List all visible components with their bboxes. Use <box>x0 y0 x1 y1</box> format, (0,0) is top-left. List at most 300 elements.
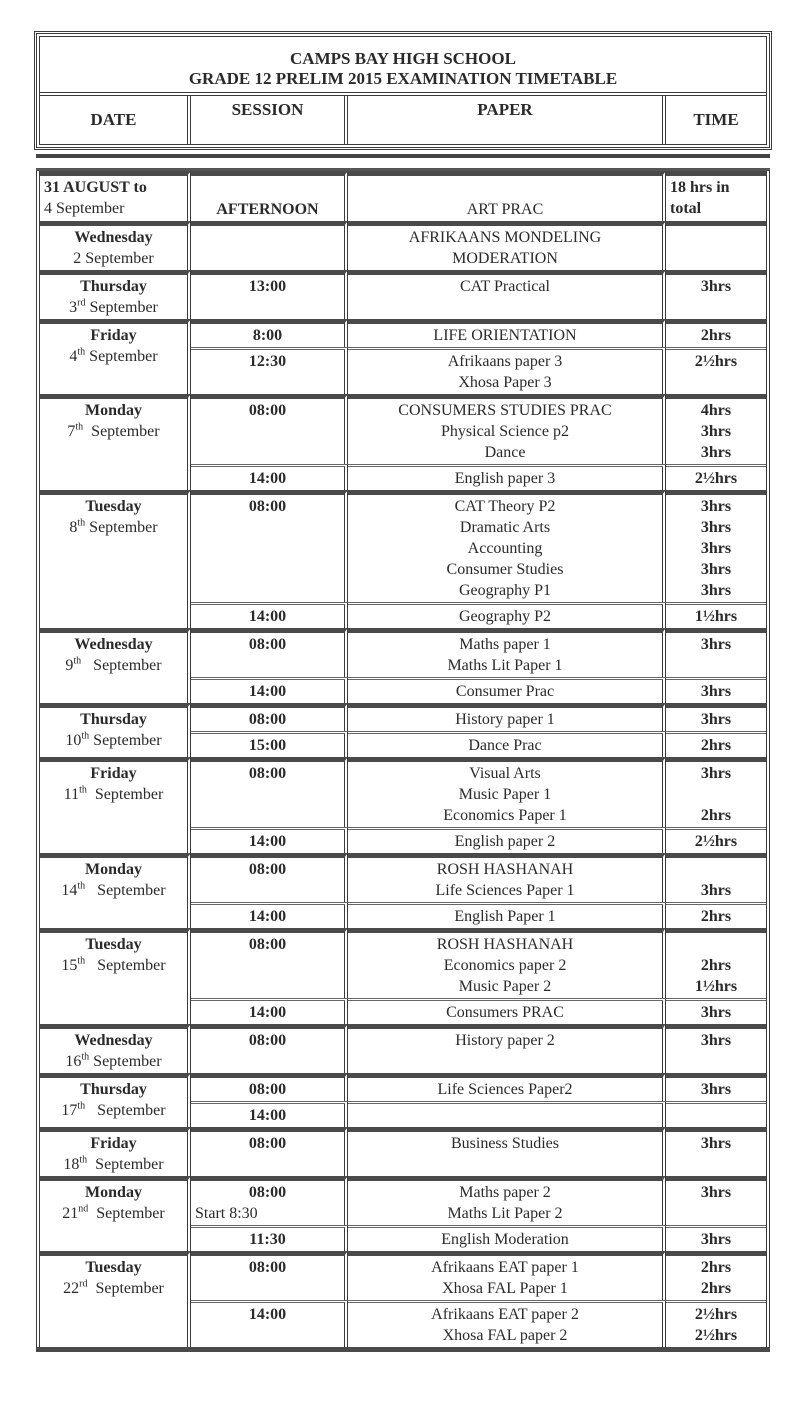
paper-cell <box>348 319 666 347</box>
duration: 3hrs <box>700 540 732 557</box>
date-label <box>44 517 183 538</box>
duration-cell <box>666 347 766 394</box>
duration: 3hrs <box>700 444 732 461</box>
session-time: 14:00 <box>248 833 287 850</box>
date-ordinal: rd <box>77 297 86 309</box>
session-cell <box>191 1073 348 1101</box>
duration-cell <box>666 1101 766 1127</box>
session-time: 14:00 <box>248 1004 287 1021</box>
date-number: 3 <box>69 299 78 316</box>
session-cell <box>191 731 348 757</box>
date-month: September <box>85 519 158 536</box>
date-ordinal: th <box>77 346 86 358</box>
duration: 3hrs <box>700 278 732 295</box>
date-ordinal: th <box>73 655 82 667</box>
date-ordinal: th <box>77 880 86 892</box>
paper-name: Maths Lit Paper 1 <box>447 657 563 674</box>
session-cell <box>191 221 348 270</box>
paper-cell <box>348 1024 666 1073</box>
paper-name: CAT Theory P2 <box>454 498 556 515</box>
session-time: 08:00 <box>248 1184 287 1201</box>
column-header-time: TIME <box>693 110 739 129</box>
duration-cell <box>666 319 766 347</box>
session-time: 15:00 <box>248 737 287 754</box>
paper-name: History paper 2 <box>455 1032 555 1049</box>
weekday: Friday <box>90 1135 137 1152</box>
paper-cell <box>348 902 666 928</box>
session-time: 12:30 <box>248 353 287 370</box>
duration: 2½hrs <box>694 470 738 487</box>
duration: 3hrs <box>700 1135 732 1152</box>
paper-cell <box>348 757 666 827</box>
date-label <box>44 730 183 751</box>
paper-cell <box>348 827 666 853</box>
session-cell <box>191 1024 348 1073</box>
duration: 2hrs <box>700 807 732 824</box>
duration-cell <box>666 171 766 221</box>
paper-name: ROSH HASHANAH <box>436 936 574 953</box>
paper-cell <box>348 602 666 628</box>
date-cell <box>40 1251 191 1347</box>
session-cell <box>191 998 348 1024</box>
paper-cell <box>348 628 666 677</box>
date-number: 9 <box>65 657 74 674</box>
duration: 2hrs <box>700 737 732 754</box>
duration: 3hrs <box>700 683 732 700</box>
session-time: 13:00 <box>248 278 287 295</box>
paper-cell <box>348 998 666 1024</box>
table-row <box>40 628 766 677</box>
session-cell <box>191 490 348 602</box>
paper-cell <box>348 677 666 703</box>
paper-name <box>352 1105 658 1126</box>
duration-cell <box>666 394 766 464</box>
weekday: Thursday <box>80 278 147 295</box>
date-number: 4 <box>69 348 78 365</box>
duration: 2½hrs <box>694 1327 738 1344</box>
weekday: Monday <box>85 1184 142 1201</box>
paper-cell <box>348 394 666 464</box>
table-row <box>40 853 766 902</box>
date-label <box>44 1278 183 1299</box>
duration: 3hrs <box>700 1231 732 1248</box>
date-cell <box>40 319 191 394</box>
date-month: September <box>85 348 158 365</box>
session-time: 08:00 <box>248 1081 287 1098</box>
column-header-date: DATE <box>40 96 191 144</box>
paper-name: English Moderation <box>441 1231 569 1248</box>
date-cell <box>40 171 191 221</box>
session-time: 08:00 <box>248 498 287 515</box>
session-time: 14:00 <box>248 608 287 625</box>
weekday: Monday <box>85 402 142 419</box>
session-cell <box>191 319 348 347</box>
session-cell <box>191 1176 348 1225</box>
date-label <box>44 655 183 676</box>
session-cell <box>191 1127 348 1176</box>
weekday: Thursday <box>80 711 147 728</box>
paper-name: Maths paper 2 <box>459 1184 551 1201</box>
date-label <box>44 198 183 219</box>
paper-cell <box>348 1176 666 1225</box>
duration-cell <box>666 628 766 677</box>
weekday: Friday <box>90 327 137 344</box>
duration-cell <box>666 1176 766 1225</box>
duration: 2½hrs <box>694 1306 738 1323</box>
table-row <box>40 1024 766 1073</box>
date-ordinal: th <box>79 784 87 796</box>
paper-cell <box>348 1225 666 1251</box>
table-row <box>40 1073 766 1101</box>
session-cell <box>191 757 348 827</box>
date-number: 8 <box>69 519 78 536</box>
date-cell <box>40 490 191 628</box>
duration <box>670 372 762 393</box>
paper-name: Xhosa FAL paper 2 <box>442 1327 568 1344</box>
table-row <box>40 1127 766 1176</box>
paper-name: Consumer Studies <box>446 561 564 578</box>
duration-cell <box>666 221 766 270</box>
session-time: 14:00 <box>248 1306 287 1323</box>
date-label <box>44 784 183 805</box>
paper-cell <box>348 490 666 602</box>
weekday: Wednesday <box>74 1032 153 1049</box>
date-label <box>44 1051 183 1072</box>
date-cell <box>40 757 191 853</box>
duration: 3hrs <box>700 1004 732 1021</box>
duration: 3hrs <box>700 711 732 728</box>
paper-name: Afrikaans EAT paper 1 <box>431 1259 579 1276</box>
date-ordinal: th <box>77 955 86 967</box>
session-time: 14:00 <box>248 1107 287 1124</box>
paper-name: English paper 2 <box>454 833 556 850</box>
date-month: September <box>87 1156 164 1173</box>
duration: 3hrs <box>700 882 732 899</box>
duration: 3hrs <box>700 1081 732 1098</box>
paper-cell <box>348 1073 666 1101</box>
date-number: 11 <box>63 786 80 803</box>
paper-name: Dramatic Arts <box>459 519 551 536</box>
header-separator <box>36 154 770 158</box>
paper-name: Physical Science p2 <box>441 423 569 440</box>
paper-name: Xhosa FAL Paper 1 <box>442 1280 568 1297</box>
paper-name: Dance Prac <box>468 737 542 754</box>
date-month: September <box>85 299 158 316</box>
session-cell <box>191 602 348 628</box>
duration: 3hrs <box>700 423 732 440</box>
date-month: September <box>89 732 162 749</box>
column-headers <box>40 96 766 144</box>
paper-name: Music Paper 2 <box>458 978 552 995</box>
paper-name: English Paper 1 <box>454 908 556 925</box>
date-month: September <box>85 882 166 899</box>
duration-cell <box>666 602 766 628</box>
date-ordinal: th <box>77 517 86 529</box>
date-number: 16 <box>65 1053 82 1070</box>
weekday: 31 AUGUST to <box>44 179 147 196</box>
weekday: Wednesday <box>74 229 153 246</box>
date-cell <box>40 1024 191 1073</box>
session-cell <box>191 394 348 464</box>
date-month: September <box>86 786 164 803</box>
paper-cell <box>348 853 666 902</box>
duration <box>670 859 762 880</box>
date-number: 14 <box>61 882 78 899</box>
session-cell <box>191 1101 348 1127</box>
session-time: 11:30 <box>249 1231 286 1248</box>
weekday: Tuesday <box>85 498 142 515</box>
paper-name: CAT Practical <box>460 278 550 295</box>
duration <box>670 227 762 248</box>
paper-name: Visual Arts <box>469 765 541 782</box>
paper-name: Consumer Prac <box>455 683 555 700</box>
session-time: 08:00 <box>248 1032 287 1049</box>
paper-name: Accounting <box>467 540 543 557</box>
duration: 3hrs <box>700 1032 732 1049</box>
date-month: September <box>81 657 162 674</box>
table-row <box>40 394 766 464</box>
paper-cell <box>348 270 666 319</box>
paper-name: Afrikaans paper 3 <box>447 353 563 370</box>
paper-cell <box>348 1251 666 1300</box>
paper-name: Life Sciences Paper 1 <box>435 882 575 899</box>
session-cell <box>191 270 348 319</box>
date-month: September <box>81 250 154 267</box>
session-time: 08:00 <box>248 402 287 419</box>
duration: 18 hrs in total <box>670 179 730 217</box>
date-label <box>44 880 183 901</box>
date-month: September <box>83 423 160 440</box>
duration-cell <box>666 757 766 827</box>
duration: 2hrs <box>700 1280 732 1297</box>
session-time-note: Start 8:30 <box>195 1205 258 1222</box>
date-number: 7 <box>67 423 76 440</box>
duration-cell <box>666 677 766 703</box>
date-cell <box>40 270 191 319</box>
duration <box>670 1105 762 1126</box>
weekday: Thursday <box>80 1081 147 1098</box>
table-row <box>40 928 766 998</box>
date-month: September <box>88 1205 165 1222</box>
duration <box>670 655 762 676</box>
paper-name: Afrikaans EAT paper 2 <box>431 1306 579 1323</box>
paper-cell <box>348 703 666 731</box>
duration-cell <box>666 827 766 853</box>
duration: 3hrs <box>700 561 732 578</box>
date-label <box>44 421 183 442</box>
timetable-page <box>36 33 770 1352</box>
date-label <box>44 346 183 367</box>
date-cell <box>40 928 191 1024</box>
paper-name: Economics Paper 1 <box>443 807 567 824</box>
school-name: CAMPS BAY HIGH SCHOOL <box>290 49 516 68</box>
paper-name: MODERATION <box>452 250 558 267</box>
duration: 2hrs <box>700 327 732 344</box>
date-month: September <box>89 1053 162 1070</box>
date-month: 4 September <box>44 200 125 217</box>
date-label <box>44 248 183 269</box>
duration: 1½hrs <box>694 608 738 625</box>
timetable <box>36 171 770 1347</box>
paper-name: Dance <box>484 444 526 461</box>
session-cell <box>191 464 348 490</box>
paper-name: Economics paper 2 <box>443 957 567 974</box>
duration-cell <box>666 1024 766 1073</box>
duration-cell <box>666 1073 766 1101</box>
paper-name: Consumers PRAC <box>446 1004 564 1021</box>
duration-cell <box>666 270 766 319</box>
weekday: Friday <box>90 765 137 782</box>
weekday: Tuesday <box>85 1259 142 1276</box>
date-number: 17 <box>61 1102 78 1119</box>
date-cell <box>40 221 191 270</box>
date-ordinal: th <box>81 1051 90 1063</box>
date-cell <box>40 703 191 757</box>
paper-cell <box>348 221 666 270</box>
duration-cell <box>666 902 766 928</box>
table-row <box>40 1176 766 1225</box>
date-ordinal: nd <box>78 1203 89 1215</box>
date-label <box>44 297 183 318</box>
duration-cell <box>666 998 766 1024</box>
duration: 4hrs <box>700 402 732 419</box>
date-month: September <box>87 1280 164 1297</box>
date-label <box>44 1203 183 1224</box>
duration: 3hrs <box>700 519 732 536</box>
session-cell <box>191 1225 348 1251</box>
date-cell <box>40 394 191 490</box>
session-time: 8:00 <box>252 327 283 344</box>
session-cell <box>191 703 348 731</box>
paper-name: ROSH HASHANAH <box>436 861 574 878</box>
table-row <box>40 171 766 221</box>
column-header-session: SESSION <box>191 96 348 144</box>
date-cell <box>40 1176 191 1251</box>
duration-cell <box>666 703 766 731</box>
duration <box>670 1203 762 1224</box>
date-cell <box>40 1127 191 1176</box>
session-cell <box>191 628 348 677</box>
session-cell <box>191 853 348 902</box>
duration: 2hrs <box>700 1259 732 1276</box>
table-row <box>40 270 766 319</box>
session-time: AFTERNOON <box>216 201 319 218</box>
table-row <box>40 319 766 347</box>
session-time: 08:00 <box>248 636 287 653</box>
session-time: 08:00 <box>248 765 287 782</box>
date-cell <box>40 1073 191 1127</box>
date-number: 10 <box>65 732 82 749</box>
duration: 1½hrs <box>694 978 738 995</box>
session-time: 14:00 <box>248 683 287 700</box>
table-row <box>40 1251 766 1300</box>
duration: 3hrs <box>700 582 732 599</box>
duration-cell <box>666 853 766 902</box>
duration: 3hrs <box>700 1184 732 1201</box>
table-row <box>40 221 766 270</box>
date-number: 18 <box>63 1156 80 1173</box>
timetable-header <box>36 33 770 148</box>
session-time: 08:00 <box>248 711 287 728</box>
date-number: 22 <box>63 1280 80 1297</box>
table-row <box>40 757 766 827</box>
paper-name: English paper 3 <box>454 470 556 487</box>
paper-cell <box>348 1101 666 1127</box>
duration <box>670 934 762 955</box>
date-ordinal: th <box>79 1154 88 1166</box>
column-header-paper: PAPER <box>348 96 666 144</box>
duration-cell <box>666 1127 766 1176</box>
timetable-title: GRADE 12 PRELIM 2015 EXAMINATION TIMETABLE <box>188 69 618 88</box>
duration: 2½hrs <box>694 833 738 850</box>
session-cell <box>191 347 348 394</box>
duration: 2½hrs <box>694 353 738 370</box>
table-row <box>40 703 766 731</box>
paper-name: Xhosa Paper 3 <box>458 374 552 391</box>
paper-name: Life Sciences Paper2 <box>437 1081 573 1098</box>
paper-cell <box>348 1300 666 1347</box>
paper-cell <box>348 464 666 490</box>
paper-name: Geography P2 <box>459 608 551 625</box>
paper-name: AFRIKAANS MONDELING <box>408 229 602 246</box>
paper-name: Geography P1 <box>459 582 551 599</box>
paper-cell <box>348 928 666 998</box>
date-ordinal: th <box>81 730 90 742</box>
paper-name: Maths Lit Paper 2 <box>447 1205 563 1222</box>
session-time: 08:00 <box>248 1259 287 1276</box>
duration: 3hrs <box>700 636 732 653</box>
date-month: September <box>85 1102 166 1119</box>
session-cell <box>191 1300 348 1347</box>
date-label <box>44 955 183 976</box>
date-number: 15 <box>61 957 78 974</box>
paper-cell <box>348 731 666 757</box>
weekday: Tuesday <box>85 936 142 953</box>
paper-cell <box>348 1127 666 1176</box>
date-ordinal: rd <box>79 1278 88 1290</box>
duration: 2hrs <box>700 908 732 925</box>
paper-name: ART PRAC <box>466 201 544 218</box>
session-time: 08:00 <box>248 861 287 878</box>
session-time: 08:00 <box>248 1135 287 1152</box>
date-number: 21 <box>62 1205 79 1222</box>
table-row <box>40 490 766 602</box>
duration: 2hrs <box>700 957 732 974</box>
duration-cell <box>666 1251 766 1300</box>
session-cell <box>191 902 348 928</box>
duration-cell <box>666 1300 766 1347</box>
title-block <box>40 37 766 96</box>
duration: 3hrs <box>700 498 732 515</box>
session-cell <box>191 677 348 703</box>
session-time: 14:00 <box>248 470 287 487</box>
table-bottom-border <box>36 1347 770 1352</box>
weekday: Monday <box>85 861 142 878</box>
paper-cell <box>348 171 666 221</box>
date-ordinal: th <box>75 421 84 433</box>
duration <box>670 784 762 805</box>
duration-cell <box>666 464 766 490</box>
paper-name: Business Studies <box>450 1135 559 1152</box>
session-time: 08:00 <box>248 936 287 953</box>
weekday: Wednesday <box>74 636 153 653</box>
session-time: 14:00 <box>248 908 287 925</box>
session-cell <box>191 1251 348 1300</box>
session-cell <box>191 928 348 998</box>
paper-name: CONSUMERS STUDIES PRAC <box>398 402 612 419</box>
session-cell <box>191 827 348 853</box>
date-number: 2 <box>73 250 82 267</box>
